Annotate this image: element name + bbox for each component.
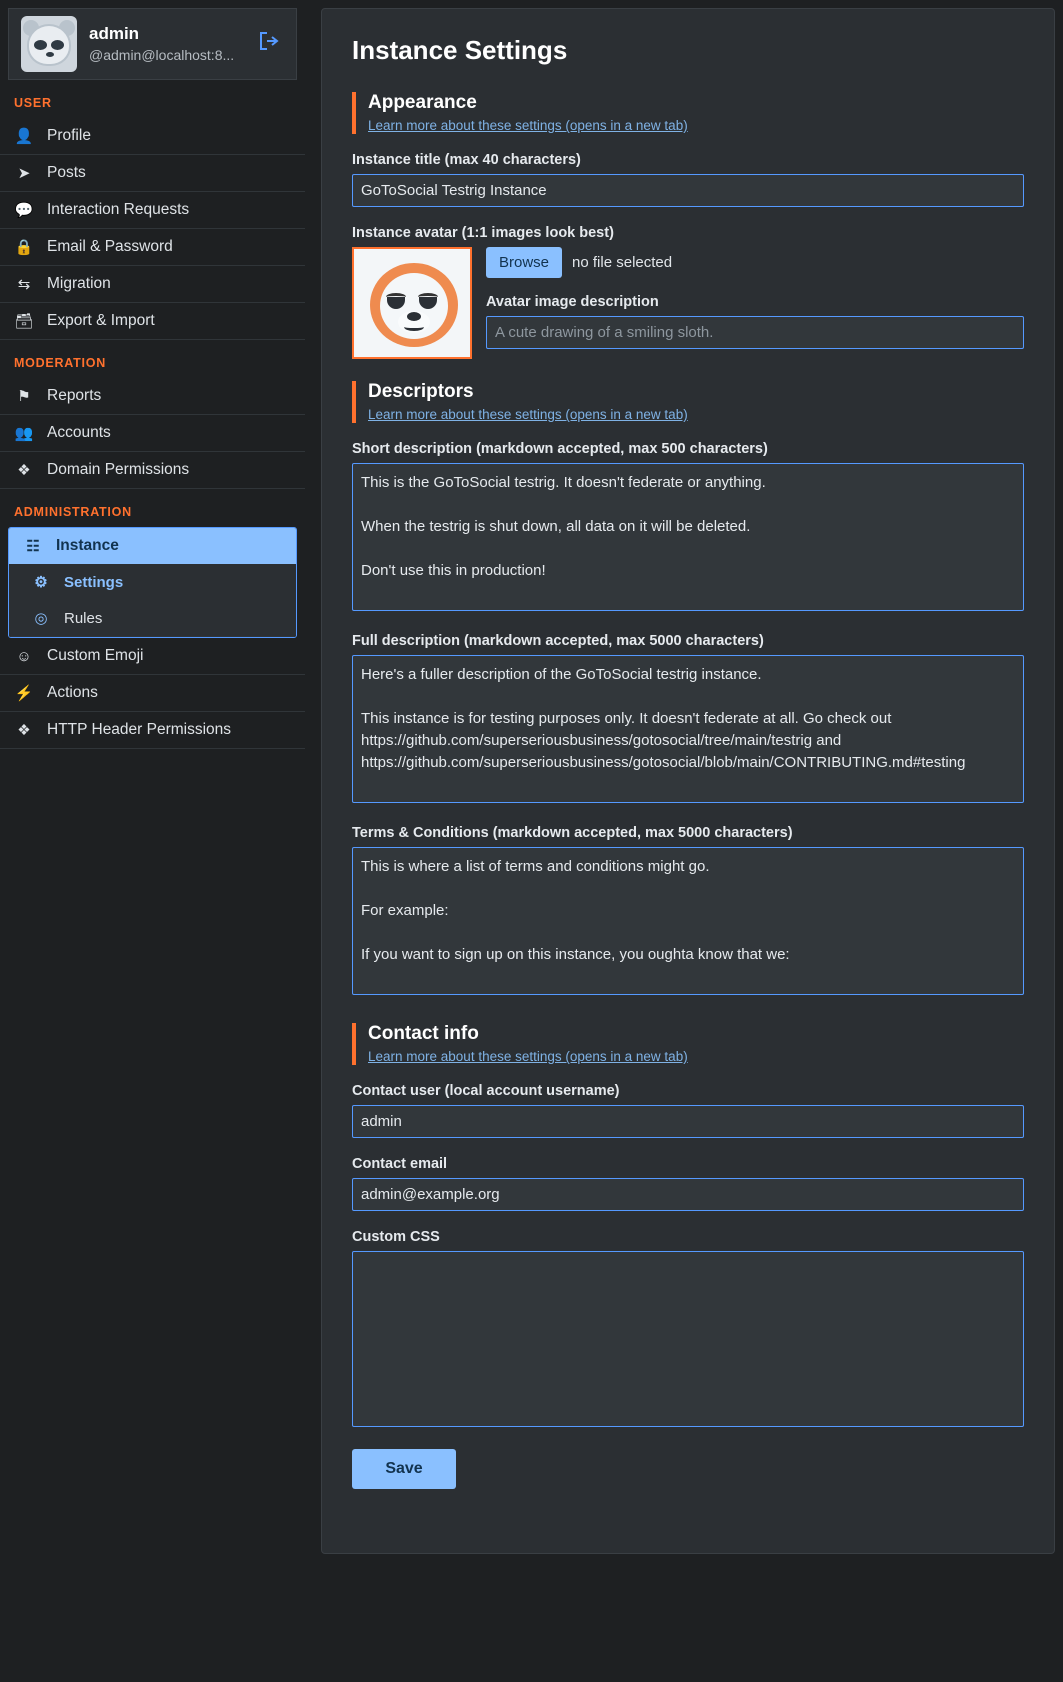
sidebar-list-administration xyxy=(0,638,305,749)
field-short-description xyxy=(352,441,1024,615)
sidebar-item-label: Interaction Requests xyxy=(47,201,190,218)
field-full-description xyxy=(352,633,1024,807)
custom-css-label: Custom CSS xyxy=(352,1229,440,1245)
field-instance-title xyxy=(352,152,1024,207)
node-icon: ❖ xyxy=(17,722,31,739)
contact-user-label: Contact user (local account username) xyxy=(352,1083,620,1099)
sidebar-item-label: Profile xyxy=(47,127,91,144)
sidebar-item-label: Posts xyxy=(47,164,86,181)
sliders-icon: ⚙ xyxy=(34,574,48,591)
field-terms-conditions xyxy=(352,825,1024,999)
instance-avatar-label: Instance avatar (1:1 images look best) xyxy=(352,225,614,241)
page-title: Instance Settings xyxy=(352,35,568,65)
account-handle: @admin@localhost:8... xyxy=(89,47,235,63)
file-picker-row xyxy=(486,247,1024,278)
circle-dot-icon: ◎ xyxy=(34,610,48,627)
smile-icon: ☺ xyxy=(16,647,32,665)
sidebar-section-administration: ADMINISTRATION xyxy=(14,505,132,519)
sidebar-list-user xyxy=(0,118,305,340)
sidebar-item-rules[interactable] xyxy=(9,600,296,637)
sidebar-list-moderation xyxy=(0,378,305,489)
sidebar-item-label: Email & Password xyxy=(47,238,173,255)
sidebar-item-export-import[interactable] xyxy=(0,303,305,340)
sidebar-item-profile[interactable] xyxy=(0,118,305,155)
bolt-icon: ⚡ xyxy=(14,685,34,702)
avatar-row xyxy=(352,247,1024,359)
sidebar-item-label: Actions xyxy=(47,684,98,701)
instance-title-input[interactable] xyxy=(352,174,1024,207)
sidebar-item-settings[interactable] xyxy=(9,564,296,600)
section-title: Contact info xyxy=(368,1023,479,1044)
lock-icon: 🔒 xyxy=(14,239,34,256)
sidebar-item-label: Accounts xyxy=(47,424,111,441)
sidebar-item-label: Settings xyxy=(64,573,124,591)
avatar xyxy=(21,16,77,72)
sidebar-section-user: USER xyxy=(14,96,52,110)
contact-email-label: Contact email xyxy=(352,1156,448,1172)
field-custom-css xyxy=(352,1229,1024,1431)
full-description-textarea[interactable] xyxy=(352,655,1024,803)
account-name: admin xyxy=(89,24,140,43)
browse-button[interactable]: Browse xyxy=(486,247,562,278)
sidebar-item-label: Rules xyxy=(64,609,103,627)
paper-plane-icon: ➤ xyxy=(17,165,31,182)
exchange-icon: ⇆ xyxy=(17,276,31,293)
no-file-selected-text: no file selected xyxy=(572,254,673,271)
section-title: Appearance xyxy=(368,92,477,113)
sidebar-item-label: Custom Emoji xyxy=(47,647,144,664)
account-card[interactable] xyxy=(8,8,297,80)
node-icon: ❖ xyxy=(17,462,31,479)
sidebar-item-migration[interactable] xyxy=(0,266,305,303)
sidebar-item-domain-permissions[interactable] xyxy=(0,452,305,489)
save-button[interactable]: Save xyxy=(352,1449,456,1489)
terms-conditions-textarea[interactable] xyxy=(352,847,1024,995)
learn-more-link[interactable]: Learn more about these settings (opens in a new tab) xyxy=(368,118,688,133)
user-icon: 👤 xyxy=(14,128,34,145)
contact-email-input[interactable] xyxy=(352,1178,1024,1211)
users-icon: 👥 xyxy=(14,425,34,442)
field-instance-avatar xyxy=(352,225,1024,359)
field-avatar-description xyxy=(486,294,1024,349)
sidebar-item-posts[interactable] xyxy=(0,155,305,192)
sidebar-item-label: Export & Import xyxy=(47,312,155,329)
instance-avatar-preview xyxy=(352,247,472,359)
sidebar-item-reports[interactable] xyxy=(0,378,305,415)
avatar-description-input[interactable] xyxy=(486,316,1024,349)
field-contact-user xyxy=(352,1083,1024,1138)
section-appearance-header xyxy=(352,92,1024,134)
account-text xyxy=(89,23,242,65)
comment-icon: 💬 xyxy=(14,202,34,219)
sidebar-item-http-header-permissions[interactable] xyxy=(0,712,305,749)
archive-icon: 🗃 xyxy=(14,313,34,330)
sidebar-item-custom-emoji[interactable] xyxy=(0,638,305,675)
sidebar-item-label: Domain Permissions xyxy=(47,461,190,478)
short-description-label: Short description (markdown accepted, max 500 characters) xyxy=(352,441,768,457)
sidebar-item-accounts[interactable] xyxy=(0,415,305,452)
custom-css-textarea[interactable] xyxy=(352,1251,1024,1427)
logout-icon[interactable] xyxy=(254,29,284,59)
main-panel xyxy=(321,8,1055,1554)
full-description-label: Full description (markdown accepted, max 5000 characters) xyxy=(352,633,764,649)
learn-more-link[interactable]: Learn more about these settings (opens in a new tab) xyxy=(368,407,688,422)
sidebar-item-label: Instance xyxy=(56,537,119,554)
sidebar-item-interaction-requests[interactable] xyxy=(0,192,305,229)
section-descriptors-header xyxy=(352,381,1024,423)
sidebar-item-instance[interactable] xyxy=(9,528,296,564)
sidebar-item-actions[interactable] xyxy=(0,675,305,712)
contact-user-input[interactable] xyxy=(352,1105,1024,1138)
sidebar-item-label: Reports xyxy=(47,387,102,404)
sidebar-item-label: HTTP Header Permissions xyxy=(47,721,232,738)
sidebar-section-moderation: MODERATION xyxy=(14,356,106,370)
sidebar-item-email-password[interactable] xyxy=(0,229,305,266)
section-title: Descriptors xyxy=(368,381,474,402)
learn-more-link[interactable]: Learn more about these settings (opens in a new tab) xyxy=(368,1049,688,1064)
sidebar-group-instance xyxy=(8,527,297,638)
avatar-description-label: Avatar image description xyxy=(486,294,659,310)
sidebar-item-label: Migration xyxy=(47,275,111,292)
short-description-textarea[interactable] xyxy=(352,463,1024,611)
field-contact-email xyxy=(352,1156,1024,1211)
sidebar xyxy=(0,0,305,1682)
sitemap-icon: ☷ xyxy=(26,538,40,555)
flag-icon: ⚑ xyxy=(17,388,31,405)
instance-title-label: Instance title (max 40 characters) xyxy=(352,152,581,168)
terms-conditions-label: Terms & Conditions (markdown accepted, max 5000 characters) xyxy=(352,825,793,841)
section-contact-header xyxy=(352,1023,1024,1065)
